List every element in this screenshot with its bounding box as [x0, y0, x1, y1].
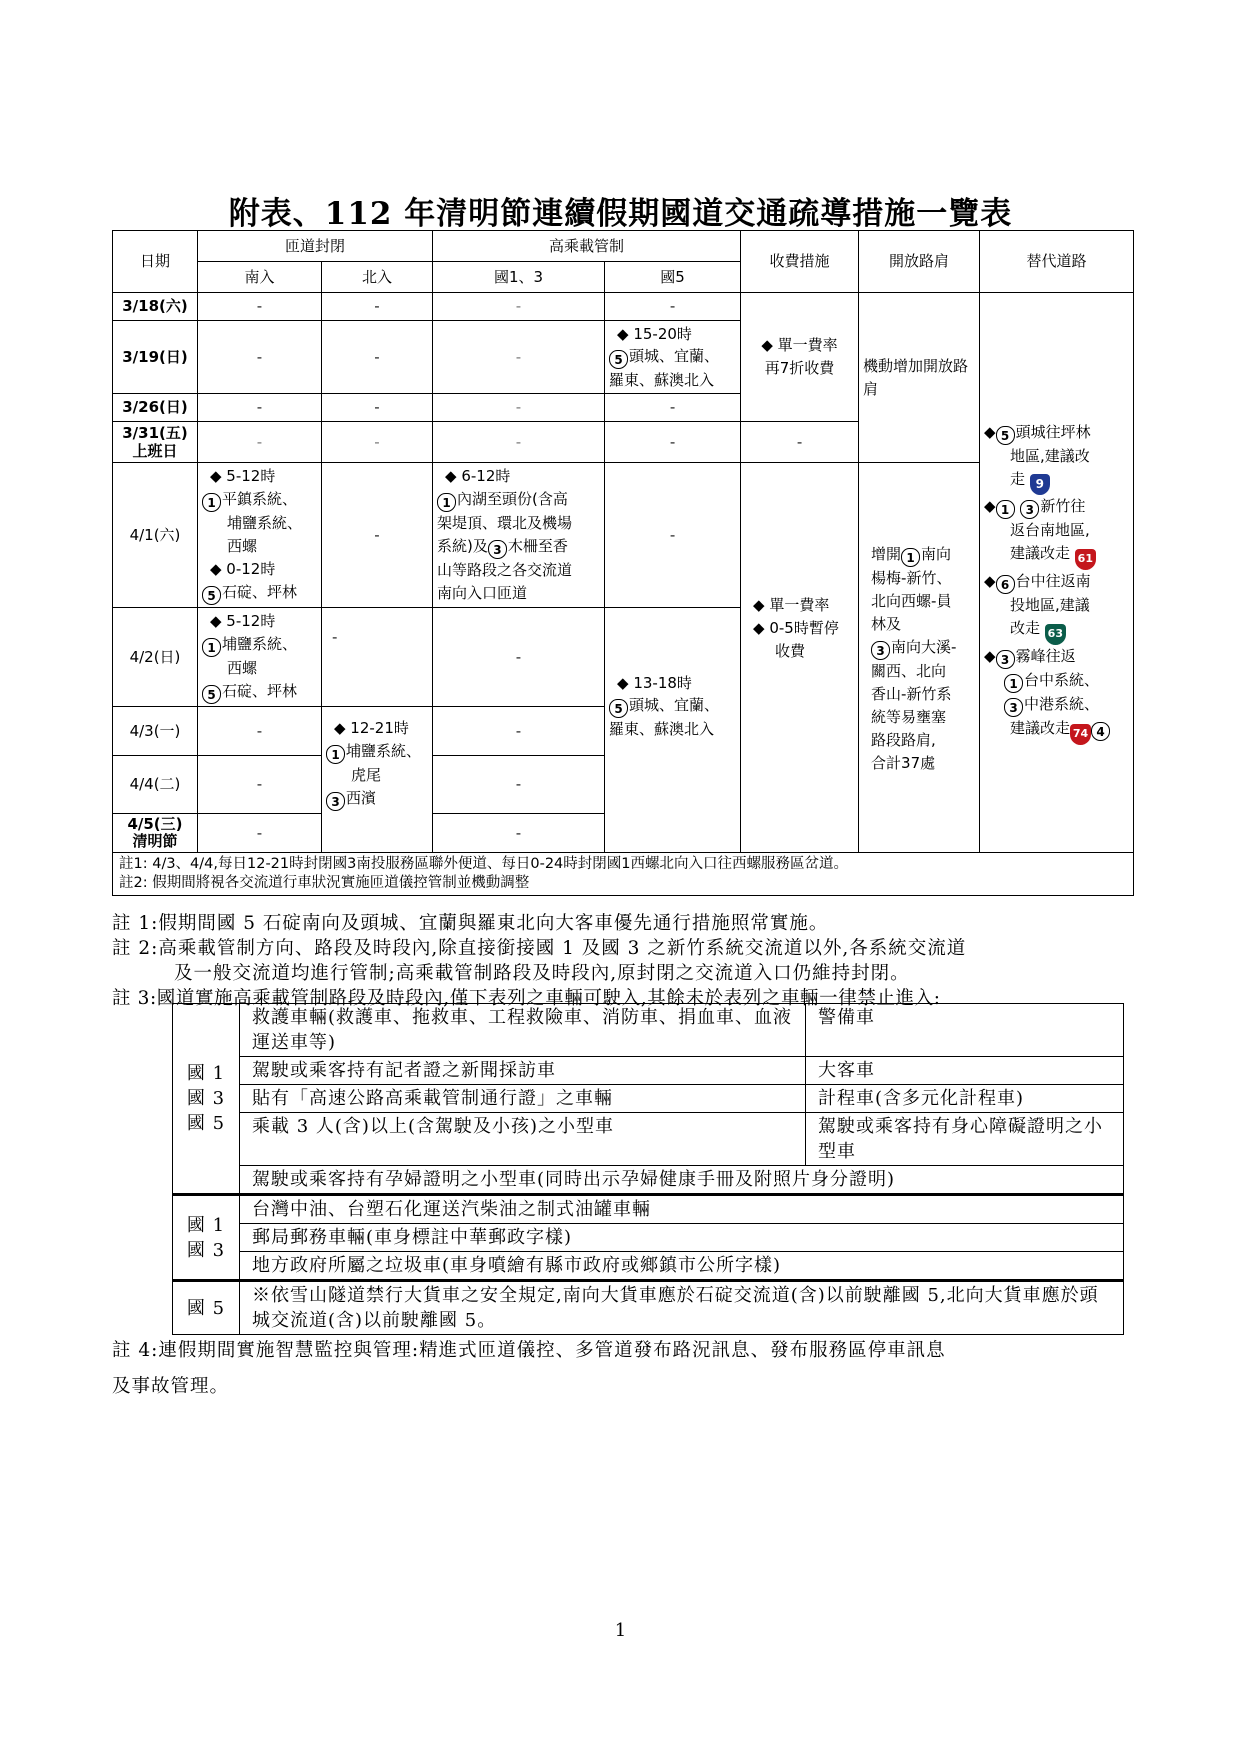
dash-cell: -: [605, 394, 741, 422]
permitted-vehicles-table: [172, 1003, 1124, 1335]
freeway-shield-icon: 3: [996, 650, 1015, 669]
vehicle-row: 貼有「高速公路高乘載管制通行證」之車輛: [240, 1085, 806, 1113]
vehicle-row: 駕駛或乘客持有孕婦證明之小型車(同時出示孕婦健康手冊及附照片身分證明): [240, 1166, 1124, 1195]
traffic-measures-table: [112, 230, 1134, 896]
dash-cell: -: [433, 814, 605, 853]
expressway-shield-icon: 63: [1045, 624, 1066, 645]
expressway-shield-icon: 61: [1075, 549, 1096, 570]
note-4b: 及事故管理。: [112, 1376, 230, 1397]
dash-cell: -: [433, 422, 605, 463]
freeway-shield-icon: 5: [609, 350, 628, 369]
alt-line: 投地區,建議: [1010, 596, 1090, 614]
dash-cell: -: [198, 394, 322, 422]
freeway-shield-icon: 3: [871, 641, 890, 660]
header-shoulder: 開放路肩: [859, 231, 980, 293]
header-ramp-closure: 匝道封閉: [198, 231, 433, 262]
dash-cell: -: [198, 321, 322, 394]
table-note-2: 註2: 假期間將視各交流道行車狀況實施匝道儀控管制並機動調整: [119, 875, 530, 891]
dash-cell: -: [433, 321, 605, 394]
n5-hov-43: ◆ 13-18時 5 頭城、宜蘭、 羅東、蘇澳北入: [605, 608, 741, 853]
freeway-shield-icon: 3: [1020, 500, 1039, 519]
dash-cell: -: [322, 608, 433, 707]
alt-line: 建議改走 61: [984, 542, 1129, 570]
dash-cell: -: [198, 707, 322, 756]
date-cell: 4/4(二): [113, 756, 198, 814]
note-1: 註 1:假期間國 5 石碇南向及頭城、宜蘭與羅東北向大客車優先通行措施照常實施。: [112, 913, 829, 934]
header-alternative-road: 替代道路: [980, 231, 1134, 293]
date-cell: 3/19(日): [113, 321, 198, 394]
alt-line: 1 台中系統、: [984, 669, 1129, 693]
dash-cell: -: [741, 422, 859, 463]
alt-line: 走 9: [984, 468, 1129, 495]
dash-cell: -: [198, 814, 322, 853]
dash-cell: -: [322, 293, 433, 321]
freeway-shield-icon: 5: [609, 699, 628, 718]
freeway-shield-icon: 4: [1091, 722, 1110, 741]
group-freeway-1-3: 國 1 國 3: [173, 1195, 240, 1281]
vehicle-row: 乘載 3 人(含)以上(含駕駛及小孩)之小型車: [240, 1113, 806, 1166]
vehicle-row: 台灣中油、台塑石化運送汽柴油之制式油罐車輛: [240, 1195, 1124, 1224]
freeway-shield-icon: 3: [1004, 698, 1023, 717]
dash-cell: -: [322, 422, 433, 463]
note-3: 註 3:國道實施高乘載管制路段及時段內,僅下表列之車輛可駛入,其餘未於表列之車輛一律禁止進入:: [112, 988, 941, 1009]
alt-line: ◆ 5 頭城往坪林: [984, 423, 1091, 443]
vehicle-row: 警備車: [806, 1004, 1124, 1057]
freeway-shield-icon: 3: [326, 792, 345, 811]
page-number: 1: [614, 1620, 627, 1641]
freeway-shield-icon: 1: [1004, 674, 1023, 693]
dash-cell: -: [322, 321, 433, 394]
vehicle-row: 地方政府所屬之垃圾車(車身噴繪有縣市政府或鄉鎮市公所字樣): [240, 1252, 1124, 1281]
text-line: 5 頭城、宜蘭、: [609, 345, 736, 369]
toll-measure-2: ◆ 單一費率 ◆ 0-5時暫停 收費: [741, 463, 859, 853]
vehicle-row: 郵局郵務車輛(車身標註中華郵政字樣): [240, 1224, 1124, 1252]
toll-measure-1: [741, 293, 859, 422]
freeway-shield-icon: 1: [202, 638, 221, 657]
dash-cell: -: [322, 463, 433, 608]
note-2b: 及一般交流道均進行管制;高乘載管制路段及時段內,原封閉之交流道入口仍維持封閉。: [174, 963, 910, 984]
provincial-road-shield-icon: 9: [1030, 474, 1050, 495]
freeway-shield-icon: 1: [437, 493, 456, 512]
freeway-shield-icon: 5: [202, 586, 221, 605]
dash-cell: -: [433, 293, 605, 321]
dash-cell: -: [322, 394, 433, 422]
dash-cell: -: [605, 422, 741, 463]
vehicle-row: 駕駛或乘客持有身心障礙證明之小型車: [806, 1113, 1124, 1166]
toll-line: ◆ 單一費率: [761, 336, 838, 354]
group-freeway-5: 國 5: [173, 1281, 240, 1335]
north-closure-43: ◆ 12-21時 1 埔鹽系統、 虎尾 3 西濱: [322, 707, 433, 853]
date-cell: 3/18(六): [113, 293, 198, 321]
table-note-1: 註1: 4/3、4/4,每日12-21時封閉國3南投服務區聯外便道、每日0-24時封閉國1西螺北向入口往西螺服務區岔道。: [119, 856, 848, 872]
header-hov: 高乘載管制: [433, 231, 741, 262]
alt-line: ◆ 3 霧峰往返: [984, 647, 1076, 667]
alt-line: 建議改走 74 4: [984, 717, 1129, 745]
header-date: 日期: [113, 231, 198, 293]
shoulder-measure-2: 增開 1 南向 楊梅-新竹、 北向西螺-員 林及 3 南向大溪- 關西、北向 香山-新竹系 統等易壅塞 路段路肩, 合計37處: [859, 463, 980, 853]
alt-line: ◆ 6 台中往返南: [984, 572, 1091, 592]
date-cell: 4/5(三) 清明節: [113, 814, 198, 853]
dash-cell: -: [198, 756, 322, 814]
freeway-shield-icon: 1: [202, 493, 221, 512]
header-south: 南入: [198, 262, 322, 293]
dash-cell: -: [198, 422, 322, 463]
n5-hov-319: [605, 321, 741, 394]
group-freeway-1-3-5: 國 1 國 3 國 5: [173, 1004, 240, 1195]
south-closure-42: ◆ 5-12時 1 埔鹽系統、 西螺 5 石碇、坪林: [198, 608, 322, 707]
freeway-shield-icon: 5: [996, 426, 1015, 445]
page-title: 附表、112 年清明節連續假期國道交通疏導措施一覽表: [228, 196, 1013, 232]
alt-line: 地區,建議改: [1010, 447, 1090, 465]
alt-line: 3 中港系統、: [984, 693, 1129, 717]
note-4a: 註 4:連假期間實施智慧監控與管理:精進式匝道儀控、多管道發布路況訊息、發布服務區停車訊息: [112, 1340, 946, 1361]
freeway-shield-icon: 1: [996, 500, 1015, 519]
dash-cell: -: [198, 293, 322, 321]
date-cell: 4/2(日): [113, 608, 198, 707]
vehicle-row: 計程車(含多元化計程車): [806, 1085, 1124, 1113]
alt-line: 改走 63: [984, 617, 1129, 645]
vehicle-row: 救護車輛(救護車、拖救車、工程救險車、消防車、捐血車、血液運送車等): [240, 1004, 806, 1057]
freeway-shield-icon: 5: [202, 685, 221, 704]
alt-line: ◆ 1 3 新竹往: [984, 497, 1086, 517]
expressway-shield-icon: 74: [1070, 724, 1091, 745]
dash-cell: -: [605, 463, 741, 608]
alternative-roads: [980, 293, 1134, 853]
vehicle-row: 大客車: [806, 1057, 1124, 1085]
alt-line: 返台南地區,: [1010, 521, 1090, 539]
date-cell: 3/26(日): [113, 394, 198, 422]
date-cell: 4/3(一): [113, 707, 198, 756]
dash-cell: -: [433, 707, 605, 756]
freeway-shield-icon: 6: [996, 575, 1015, 594]
freeway-shield-icon: 1: [326, 745, 345, 764]
header-n5: 國5: [605, 262, 741, 293]
dash-cell: -: [605, 293, 741, 321]
header-north: 北入: [322, 262, 433, 293]
note-2a: 註 2:高乘載管制方向、路段及時段內,除直接銜接國 1 及國 3 之新竹系統交流道以外,各系統交流道: [112, 938, 967, 959]
vehicle-row: 駕駛或乘客持有記者證之新聞採訪車: [240, 1057, 806, 1085]
date-cell: 4/1(六): [113, 463, 198, 608]
dash-cell: -: [433, 608, 605, 707]
dash-cell: -: [433, 756, 605, 814]
dash-cell: -: [433, 394, 605, 422]
south-closure-41: ◆ 5-12時 1 平鎮系統、 埔鹽系統、 西螺 ◆ 0-12時 5 石碇、坪林: [198, 463, 322, 608]
date-cell: 3/31(五) 上班日: [113, 422, 198, 463]
time-line: ◆ 15-20時: [617, 325, 692, 343]
toll-line: 再7折收費: [764, 359, 835, 377]
header-toll: 收費措施: [741, 231, 859, 293]
freeway-shield-icon: 1: [901, 548, 920, 567]
text-line: 羅東、蘇澳北入: [609, 371, 715, 389]
table-notes: [113, 853, 1134, 896]
header-n13: 國1、3: [433, 262, 605, 293]
hov-n13-41: ◆ 6-12時 1 內湖至頭份(含高 架堤頂、環北及機場 系統)及 3 木柵至香 山等路段之各交流道 南向入口匝道: [433, 463, 605, 608]
vehicle-row: ※依雪山隧道禁行大貨車之安全規定,南向大貨車應於石碇交流道(含)以前駛離國 5,北向大貨車應於頭城交流道(含)以前駛離國 5。: [240, 1281, 1124, 1335]
freeway-shield-icon: 3: [488, 540, 507, 559]
shoulder-measure-1: 機動增加開放路肩: [859, 293, 980, 463]
